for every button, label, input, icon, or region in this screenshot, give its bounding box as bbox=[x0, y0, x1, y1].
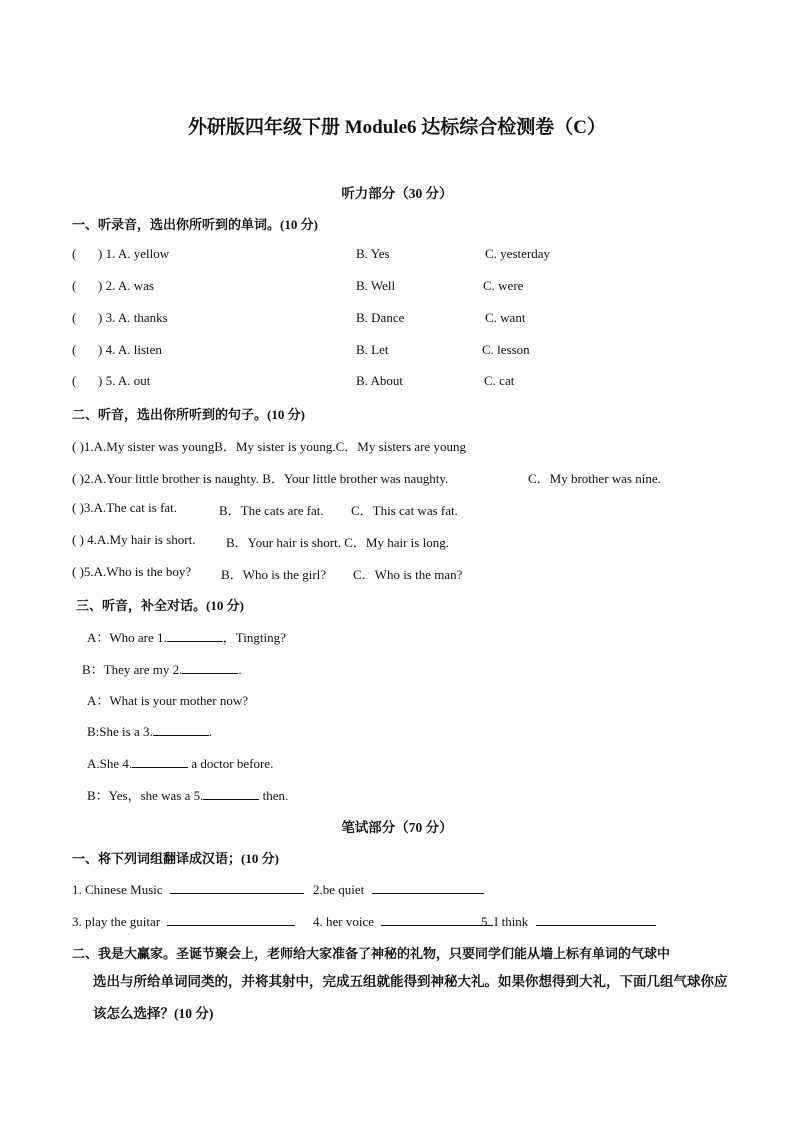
translation-row-1 bbox=[0, 880, 794, 900]
dialogue-text-after: a doctor before. bbox=[188, 756, 274, 771]
option-c: C．Who is the man? bbox=[353, 567, 463, 582]
option-a: ( )5.A.Who is the boy? bbox=[72, 564, 192, 579]
writing-part2-heading-rest: 选出与所给单词同类的，并将其射中，完成五组就能得到神秘大礼。如果你想得到大礼，下面几组气球你应该怎么选择？(10 分) bbox=[93, 974, 728, 1021]
dialogue-text: A：Who are 1. bbox=[87, 630, 167, 645]
answer-blank[interactable] bbox=[536, 912, 656, 926]
answer-paren[interactable]: ( bbox=[72, 246, 77, 261]
answer-blank[interactable] bbox=[132, 754, 188, 768]
dialogue-line bbox=[0, 785, 794, 805]
writing-part2-heading-lead: 二、我是大赢家。圣诞节聚会上，老师给大家准备了神秘的礼物，只要同学们能从墙上标有单词的气球中 bbox=[72, 946, 671, 961]
option-b: B. Well bbox=[356, 278, 396, 293]
listening-part1-item bbox=[0, 310, 794, 330]
translation-item-4: 4. her voice bbox=[313, 912, 493, 930]
listening-part2-item bbox=[0, 436, 794, 456]
answer-paren[interactable]: ( bbox=[72, 310, 77, 325]
dialogue-text: B:She is a 3. bbox=[87, 724, 153, 739]
answer-blank[interactable] bbox=[170, 880, 304, 894]
translation-item-3: 3. play the guitar bbox=[72, 912, 295, 930]
listening-part2-heading: 二、听音，选出你所听到的句子。(10 分) bbox=[72, 407, 305, 422]
listening-header: 听力部分（30 分） bbox=[341, 186, 453, 201]
dialogue-line bbox=[0, 659, 794, 679]
answer-blank[interactable] bbox=[182, 660, 238, 674]
listening-part2-item bbox=[0, 564, 794, 584]
listening-part1-heading: 一、听录音，选出你所听到的单词。(10 分) bbox=[72, 217, 318, 232]
dialogue-text-after: . bbox=[238, 662, 242, 677]
listening-part1-item bbox=[0, 373, 794, 393]
dialogue-line bbox=[0, 722, 794, 742]
answer-blank[interactable] bbox=[167, 628, 223, 642]
option-b: B．Your hair is short. C．My hair is long. bbox=[226, 535, 449, 550]
answer-blank[interactable] bbox=[203, 786, 259, 800]
option-a: ) 5. A. out bbox=[98, 373, 151, 388]
option-a: ( ) 4.A.My hair is short. bbox=[72, 532, 196, 547]
page-title: 外研版四年级下册 Module6 达标综合检测卷（C） bbox=[187, 117, 606, 138]
listening-part2-item bbox=[0, 468, 794, 488]
option-a: ) 2. A. was bbox=[98, 278, 154, 293]
option-c: C. were bbox=[483, 278, 524, 293]
option-b: B. Dance bbox=[356, 310, 405, 325]
dialogue-text-after: then. bbox=[259, 788, 289, 803]
dialogue-text: B：Yes，she was a 5. bbox=[87, 788, 204, 803]
dialogue-line bbox=[0, 627, 794, 647]
answer-blank[interactable] bbox=[372, 880, 484, 894]
option-b: B．Who is the girl? bbox=[221, 567, 327, 582]
option-c: C. cat bbox=[484, 373, 515, 388]
option-c: C．My brother was nine. bbox=[528, 471, 661, 486]
dialogue-text-after: ，Tingting? bbox=[222, 630, 286, 645]
dialogue-line bbox=[0, 754, 794, 774]
option-c: C. lesson bbox=[482, 342, 530, 357]
option-a: ( )3.A.The cat is fat. bbox=[72, 500, 178, 515]
dialogue-text: A.She 4. bbox=[87, 756, 133, 771]
translation-row-2 bbox=[0, 912, 794, 932]
answer-blank[interactable] bbox=[381, 912, 493, 926]
option-a: ( )2.A.Your little brother is naughty. B．Your little brother was naughty. bbox=[72, 471, 449, 486]
translation-item-5: 5. I think bbox=[481, 912, 656, 930]
option-c: C. yesterday bbox=[485, 246, 550, 261]
option-c: C．This cat was fat. bbox=[351, 503, 458, 518]
answer-paren[interactable]: ( bbox=[72, 373, 77, 388]
option-b: B．The cats are fat. bbox=[219, 503, 324, 518]
answer-blank[interactable] bbox=[167, 912, 295, 926]
dialogue-text: B：They are my 2. bbox=[82, 662, 183, 677]
option-a: ) 1. A. yellow bbox=[98, 246, 170, 261]
option-c: C. want bbox=[485, 310, 526, 325]
answer-paren[interactable]: ( bbox=[72, 342, 77, 357]
writing-header: 笔试部分（70 分） bbox=[341, 820, 453, 835]
translation-item-1: 1. Chinese Music bbox=[72, 880, 304, 898]
listening-part3-heading: 三、听音，补全对话。(10 分) bbox=[76, 598, 244, 613]
dialogue-text: A：What is your mother now? bbox=[87, 693, 249, 708]
answer-blank[interactable] bbox=[153, 722, 209, 736]
option-b: B. Let bbox=[356, 342, 389, 357]
listening-part2-item bbox=[0, 500, 794, 520]
option-a: ( )1.A.My sister was youngB．My sister is young.C．My sisters are young bbox=[72, 439, 466, 454]
option-b: B. About bbox=[356, 373, 403, 388]
writing-part1-heading: 一、将下列词组翻译成汉语；(10 分) bbox=[72, 851, 279, 866]
option-a: ) 3. A. thanks bbox=[98, 310, 168, 325]
listening-part2-item bbox=[0, 532, 794, 552]
listening-part1-item bbox=[0, 342, 794, 362]
answer-paren[interactable]: ( bbox=[72, 278, 77, 293]
dialogue-line bbox=[0, 690, 794, 710]
option-a: ) 4. A. listen bbox=[98, 342, 162, 357]
option-b: B. Yes bbox=[356, 246, 390, 261]
translation-item-2: 2.be quiet bbox=[313, 880, 484, 898]
listening-part1-item bbox=[0, 278, 794, 298]
dialogue-text-after: . bbox=[208, 724, 212, 739]
listening-part1-item bbox=[0, 246, 794, 266]
